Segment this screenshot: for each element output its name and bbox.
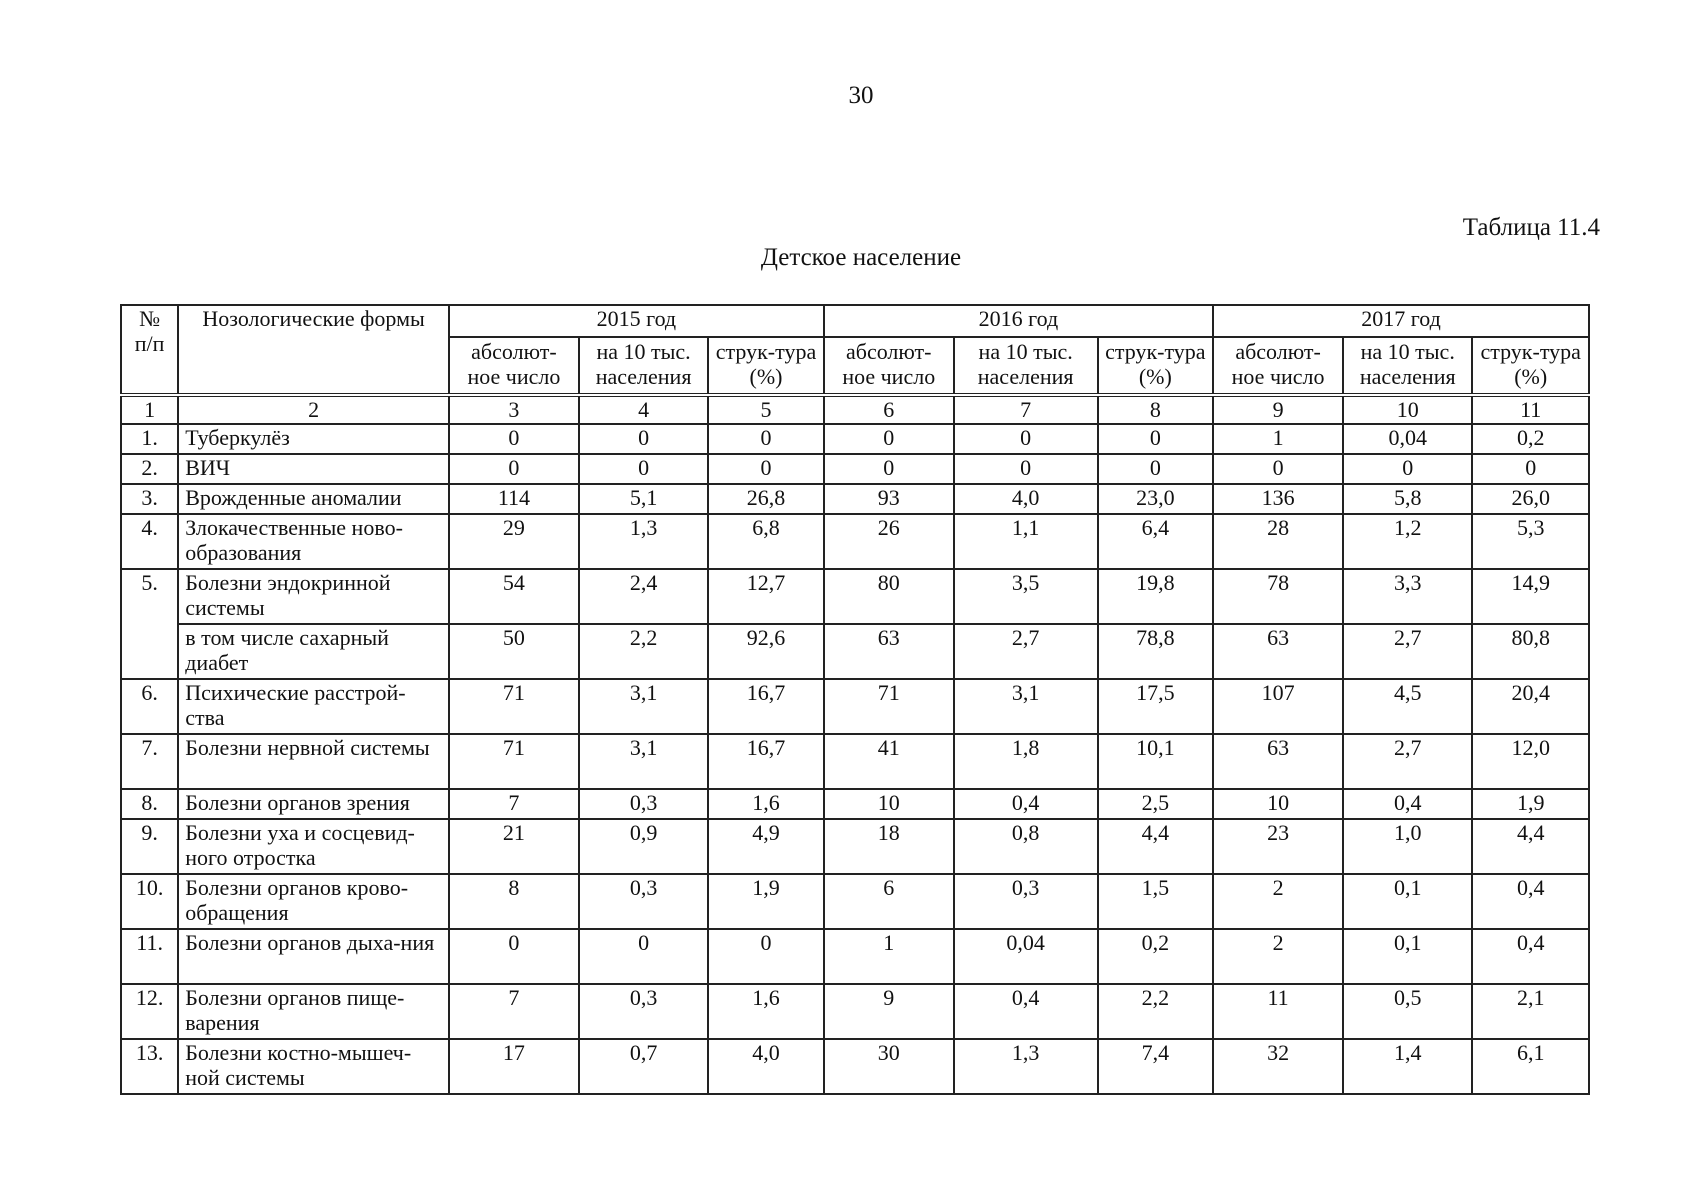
value-cell: 0,4	[1472, 929, 1589, 984]
row-number: 10.	[121, 874, 178, 929]
column-number: 6	[824, 395, 954, 424]
column-number: 3	[449, 395, 579, 424]
value-cell: 0,3	[954, 874, 1098, 929]
value-cell: 2,7	[1343, 624, 1472, 679]
value-cell: 0	[1098, 454, 1214, 484]
value-cell: 0,2	[1472, 424, 1589, 454]
table-row	[121, 484, 1589, 514]
value-cell: 11	[1213, 984, 1343, 1039]
value-cell: 10	[1213, 789, 1343, 819]
value-cell: 71	[449, 679, 579, 734]
value-cell: 26,8	[708, 484, 824, 514]
value-cell: 7	[449, 984, 579, 1039]
header-sub-structure: струк-тура (%)	[1472, 337, 1589, 395]
value-cell: 4,4	[1098, 819, 1214, 874]
header-sub-structure: струк-тура (%)	[1098, 337, 1214, 395]
value-cell: 2	[1213, 874, 1343, 929]
nosological-form: в том числе сахарный диабет	[178, 624, 449, 679]
value-cell: 0,1	[1343, 874, 1472, 929]
table-row	[121, 514, 1589, 569]
value-cell: 20,4	[1472, 679, 1589, 734]
row-number: 6.	[121, 679, 178, 734]
value-cell: 0,3	[579, 984, 708, 1039]
value-cell: 93	[824, 484, 954, 514]
value-cell: 10	[824, 789, 954, 819]
value-cell: 1,9	[1472, 789, 1589, 819]
value-cell: 26,0	[1472, 484, 1589, 514]
nosological-form: ВИЧ	[178, 454, 449, 484]
row-number: 9.	[121, 819, 178, 874]
value-cell: 23,0	[1098, 484, 1214, 514]
value-cell: 2,7	[1343, 734, 1472, 789]
value-cell: 2,2	[579, 624, 708, 679]
value-cell: 4,0	[708, 1039, 824, 1094]
value-cell: 0,3	[579, 789, 708, 819]
value-cell: 0,4	[954, 984, 1098, 1039]
value-cell: 3,5	[954, 569, 1098, 624]
header-col-no: № п/п	[121, 305, 178, 395]
value-cell: 19,8	[1098, 569, 1214, 624]
table-row	[121, 984, 1589, 1039]
value-cell: 4,0	[954, 484, 1098, 514]
value-cell: 0,5	[1343, 984, 1472, 1039]
value-cell: 0,8	[954, 819, 1098, 874]
table-row	[121, 624, 1589, 679]
morbidity-table	[120, 304, 1590, 1095]
table-row	[121, 569, 1589, 624]
nosological-form: Болезни костно-мышеч-ной системы	[178, 1039, 449, 1094]
nosological-form: Болезни уха и сосцевид-ного отростка	[178, 819, 449, 874]
value-cell: 28	[1213, 514, 1343, 569]
value-cell: 12,0	[1472, 734, 1589, 789]
value-cell: 3,1	[579, 679, 708, 734]
value-cell: 1,3	[954, 1039, 1098, 1094]
value-cell: 5,1	[579, 484, 708, 514]
row-number: 12.	[121, 984, 178, 1039]
value-cell: 0	[449, 929, 579, 984]
row-number: 7.	[121, 734, 178, 789]
value-cell: 0,4	[1343, 789, 1472, 819]
value-cell: 0	[449, 424, 579, 454]
header-sub-per-10k: на 10 тыс. населения	[579, 337, 708, 395]
value-cell: 1,6	[708, 789, 824, 819]
value-cell: 2,1	[1472, 984, 1589, 1039]
value-cell: 3,3	[1343, 569, 1472, 624]
row-number: 1.	[121, 424, 178, 454]
value-cell: 2,2	[1098, 984, 1214, 1039]
column-number: 7	[954, 395, 1098, 424]
value-cell: 1	[1213, 424, 1343, 454]
column-number: 10	[1343, 395, 1472, 424]
value-cell: 8	[449, 874, 579, 929]
column-number: 8	[1098, 395, 1214, 424]
value-cell: 54	[449, 569, 579, 624]
value-cell: 0	[1343, 454, 1472, 484]
table-row	[121, 454, 1589, 484]
nosological-form: Болезни органов дыха-ния	[178, 929, 449, 984]
value-cell: 63	[1213, 734, 1343, 789]
nosological-form: Болезни органов крово-обращения	[178, 874, 449, 929]
table-row	[121, 1039, 1589, 1094]
value-cell: 0	[1213, 454, 1343, 484]
value-cell: 0	[579, 929, 708, 984]
value-cell: 0,9	[579, 819, 708, 874]
nosological-form: Злокачественные ново-образования	[178, 514, 449, 569]
value-cell: 0	[449, 454, 579, 484]
value-cell: 0	[1472, 454, 1589, 484]
page-number: 30	[848, 82, 874, 109]
nosological-form: Болезни эндокринной системы	[178, 569, 449, 624]
header-sub-per-10k: на 10 тыс. населения	[1343, 337, 1472, 395]
header-year-2015: 2015 год	[449, 305, 824, 337]
header-col-form: Нозологические формы	[178, 305, 449, 395]
value-cell: 2,5	[1098, 789, 1214, 819]
value-cell: 5,8	[1343, 484, 1472, 514]
table-row	[121, 789, 1589, 819]
row-number: 4.	[121, 514, 178, 569]
value-cell: 41	[824, 734, 954, 789]
value-cell: 1,3	[579, 514, 708, 569]
value-cell: 0	[708, 454, 824, 484]
value-cell: 50	[449, 624, 579, 679]
row-number: 2.	[121, 454, 178, 484]
value-cell: 0,4	[1472, 874, 1589, 929]
value-cell: 16,7	[708, 679, 824, 734]
table-row	[121, 929, 1589, 984]
table-row	[121, 819, 1589, 874]
header-year-2017: 2017 год	[1213, 305, 1589, 337]
row-number: 5.	[121, 569, 178, 679]
row-number: 8.	[121, 789, 178, 819]
nosological-form: Врожденные аномалии	[178, 484, 449, 514]
value-cell: 92,6	[708, 624, 824, 679]
value-cell: 1,2	[1343, 514, 1472, 569]
value-cell: 32	[1213, 1039, 1343, 1094]
column-number: 2	[178, 395, 449, 424]
value-cell: 3,1	[954, 679, 1098, 734]
header-sub-structure: струк-тура (%)	[708, 337, 824, 395]
value-cell: 0	[708, 929, 824, 984]
value-cell: 0	[579, 454, 708, 484]
value-cell: 1,6	[708, 984, 824, 1039]
value-cell: 1,0	[1343, 819, 1472, 874]
value-cell: 7,4	[1098, 1039, 1214, 1094]
value-cell: 1,8	[954, 734, 1098, 789]
value-cell: 71	[449, 734, 579, 789]
value-cell: 63	[1213, 624, 1343, 679]
value-cell: 2,7	[954, 624, 1098, 679]
value-cell: 30	[824, 1039, 954, 1094]
nosological-form: Болезни органов зрения	[178, 789, 449, 819]
value-cell: 16,7	[708, 734, 824, 789]
value-cell: 6,8	[708, 514, 824, 569]
value-cell: 23	[1213, 819, 1343, 874]
value-cell: 1	[824, 929, 954, 984]
column-number: 1	[121, 395, 178, 424]
value-cell: 26	[824, 514, 954, 569]
value-cell: 0	[708, 424, 824, 454]
table-row	[121, 734, 1589, 789]
value-cell: 71	[824, 679, 954, 734]
row-number: 11.	[121, 929, 178, 984]
value-cell: 0,1	[1343, 929, 1472, 984]
value-cell: 2,4	[579, 569, 708, 624]
value-cell: 80,8	[1472, 624, 1589, 679]
value-cell: 0,04	[954, 929, 1098, 984]
value-cell: 0,3	[579, 874, 708, 929]
value-cell: 63	[824, 624, 954, 679]
table-row	[121, 424, 1589, 454]
value-cell: 17,5	[1098, 679, 1214, 734]
value-cell: 136	[1213, 484, 1343, 514]
value-cell: 6,1	[1472, 1039, 1589, 1094]
nosological-form: Болезни органов пище-варения	[178, 984, 449, 1039]
value-cell: 29	[449, 514, 579, 569]
value-cell: 78,8	[1098, 624, 1214, 679]
value-cell: 6	[824, 874, 954, 929]
value-cell: 0,7	[579, 1039, 708, 1094]
row-number: 13.	[121, 1039, 178, 1094]
column-number: 5	[708, 395, 824, 424]
value-cell: 0,4	[954, 789, 1098, 819]
value-cell: 0	[579, 424, 708, 454]
nosological-form: Туберкулёз	[178, 424, 449, 454]
table-row	[121, 874, 1589, 929]
value-cell: 18	[824, 819, 954, 874]
value-cell: 6,4	[1098, 514, 1214, 569]
column-number: 9	[1213, 395, 1343, 424]
value-cell: 0	[824, 454, 954, 484]
header-sub-absolute: абсолют-ное число	[1213, 337, 1343, 395]
value-cell: 7	[449, 789, 579, 819]
value-cell: 3,1	[579, 734, 708, 789]
value-cell: 1,9	[708, 874, 824, 929]
value-cell: 17	[449, 1039, 579, 1094]
header-sub-absolute: абсолют-ное число	[824, 337, 954, 395]
value-cell: 1,4	[1343, 1039, 1472, 1094]
value-cell: 14,9	[1472, 569, 1589, 624]
header-sub-per-10k: на 10 тыс. населения	[954, 337, 1098, 395]
table-label: Таблица 11.4	[1462, 214, 1600, 241]
value-cell: 0,2	[1098, 929, 1214, 984]
value-cell: 1,5	[1098, 874, 1214, 929]
value-cell: 4,5	[1343, 679, 1472, 734]
value-cell: 9	[824, 984, 954, 1039]
value-cell: 21	[449, 819, 579, 874]
value-cell: 4,4	[1472, 819, 1589, 874]
value-cell: 2	[1213, 929, 1343, 984]
value-cell: 80	[824, 569, 954, 624]
row-number: 3.	[121, 484, 178, 514]
table-row	[121, 679, 1589, 734]
value-cell: 0,04	[1343, 424, 1472, 454]
value-cell: 1,1	[954, 514, 1098, 569]
value-cell: 114	[449, 484, 579, 514]
value-cell: 78	[1213, 569, 1343, 624]
value-cell: 107	[1213, 679, 1343, 734]
value-cell: 10,1	[1098, 734, 1214, 789]
header-year-2016: 2016 год	[824, 305, 1213, 337]
value-cell: 4,9	[708, 819, 824, 874]
value-cell: 0	[824, 424, 954, 454]
value-cell: 0	[954, 454, 1098, 484]
column-number: 11	[1472, 395, 1589, 424]
value-cell: 12,7	[708, 569, 824, 624]
nosological-form: Психические расстрой-ства	[178, 679, 449, 734]
header-sub-absolute: абсолют-ное число	[449, 337, 579, 395]
value-cell: 5,3	[1472, 514, 1589, 569]
column-numbers-row	[121, 395, 1589, 424]
column-number: 4	[579, 395, 708, 424]
nosological-form: Болезни нервной системы	[178, 734, 449, 789]
value-cell: 0	[1098, 424, 1214, 454]
value-cell: 0	[954, 424, 1098, 454]
table-title: Детское население	[760, 244, 962, 271]
